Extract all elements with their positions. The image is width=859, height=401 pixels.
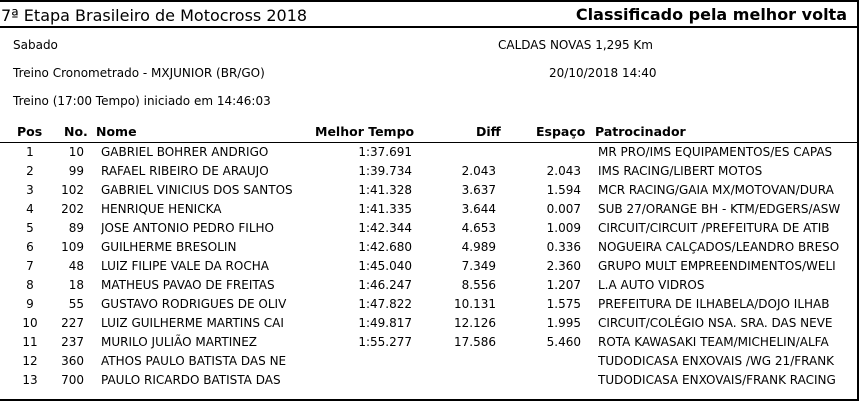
cell-name: LUIZ FILIPE VALE DA ROCHA (101, 259, 269, 273)
table-row (0, 201, 857, 220)
cell-gap: 0.007 (546, 202, 581, 216)
title-bar (0, 0, 857, 28)
cell-sponsor: CIRCUIT/COLÉGIO NSA. SRA. DAS NEVE (598, 316, 833, 330)
cell-diff: 3.644 (461, 202, 496, 216)
table-row (0, 144, 857, 163)
cell-sponsor: ROTA KAWASAKI TEAM/MICHELIN/ALFA (598, 335, 829, 349)
cell-best-time: 1:45.040 (358, 259, 412, 273)
cell-pos: 4 (26, 202, 34, 216)
cell-sponsor: GRUPO MULT EMPREENDIMENTOS/WELI (598, 259, 836, 273)
cell-pos: 2 (26, 164, 34, 178)
cell-best-time: 1:41.328 (358, 183, 412, 197)
cell-pos: 8 (26, 278, 34, 292)
cell-name: MURILO JULIÃO MARTINEZ (101, 335, 258, 349)
cell-sponsor: IMS RACING/LIBERT MOTOS (598, 164, 763, 178)
start-label: Treino (17:00 Tempo) iniciado em 14:46:03 (13, 94, 271, 108)
day-label: Sabado (13, 38, 58, 52)
cell-sponsor: PREFEITURA DE ILHABELA/DOJO ILHAB (598, 297, 830, 311)
cell-sponsor: SUB 27/ORANGE BH - KTM/EDGERS/ASW (598, 202, 841, 216)
cell-number: 700 (61, 373, 84, 387)
cell-pos: 13 (22, 373, 38, 387)
cell-sponsor: L.A AUTO VIDROS (598, 278, 705, 292)
cell-pos: 1 (26, 145, 34, 159)
cell-sponsor: MCR RACING/GAIA MX/MOTOVAN/DURA (598, 183, 834, 197)
cell-sponsor: MR PRO/IMS EQUIPAMENTOS/ES CAPAS (598, 145, 833, 159)
cell-name: JOSE ANTONIO PEDRO FILHO (101, 221, 274, 235)
table-row (0, 372, 857, 391)
cell-number: 227 (61, 316, 84, 330)
cell-sponsor: TUDODICASA ENXOVAIS /WG 21/FRANK (598, 354, 835, 368)
header-rule (0, 142, 857, 143)
cell-gap: 1.009 (546, 221, 581, 235)
cell-gap: 1.995 (546, 316, 581, 330)
session-label: Treino Cronometrado - MXJUNIOR (BR/GO) (13, 66, 265, 80)
cell-number: 102 (61, 183, 84, 197)
cell-pos: 6 (26, 240, 34, 254)
cell-diff: 3.637 (461, 183, 496, 197)
table-row (0, 220, 857, 239)
venue-label: CALDAS NOVAS 1,295 Km (498, 38, 653, 52)
cell-best-time: 1:39.734 (358, 164, 412, 178)
table-row (0, 296, 857, 315)
cell-diff: 12.126 (454, 316, 496, 330)
cell-pos: 12 (22, 354, 38, 368)
header-pos: Pos (17, 124, 43, 139)
cell-number: 360 (61, 354, 84, 368)
cell-name: HENRIQUE HENICKA (101, 202, 222, 216)
table-row (0, 334, 857, 353)
cell-diff: 8.556 (461, 278, 496, 292)
table-row (0, 182, 857, 201)
cell-name: LUIZ GUILHERME MARTINS CAI (101, 316, 284, 330)
header-best-time: Melhor Tempo (315, 124, 415, 139)
cell-best-time: 1:37.691 (358, 145, 412, 159)
cell-gap: 1.575 (546, 297, 581, 311)
cell-best-time: 1:42.680 (358, 240, 412, 254)
results-table (0, 144, 857, 391)
cell-name: PAULO RICARDO BATISTA DAS (101, 373, 281, 387)
cell-pos: 7 (26, 259, 34, 273)
table-row (0, 258, 857, 277)
cell-gap: 1.207 (546, 278, 581, 292)
cell-name: MATHEUS PAVAO DE FREITAS (101, 278, 275, 292)
table-row (0, 163, 857, 182)
cell-pos: 9 (26, 297, 34, 311)
table-row (0, 277, 857, 296)
cell-sponsor: CIRCUIT/CIRCUIT /PREFEITURA DE ATIB (598, 221, 830, 235)
cell-name: GABRIEL BOHRER ANDRIGO (101, 145, 269, 159)
header-sponsor: Patrocinador (595, 124, 686, 139)
cell-number: 10 (68, 145, 84, 159)
cell-pos: 5 (26, 221, 34, 235)
event-title: 7ª Etapa Brasileiro de Motocross 2018 (1, 6, 308, 25)
cell-best-time: 1:47.822 (358, 297, 412, 311)
cell-name: GUSTAVO RODRIGUES DE OLIV (101, 297, 287, 311)
cell-name: ATHOS PAULO BATISTA DAS NE (101, 354, 287, 368)
cell-best-time: 1:41.335 (358, 202, 412, 216)
cell-best-time: 1:55.277 (358, 335, 412, 349)
cell-gap: 5.460 (546, 335, 581, 349)
header-gap: Espaço (536, 124, 586, 139)
cell-number: 18 (68, 278, 84, 292)
cell-best-time: 1:49.817 (358, 316, 412, 330)
table-row (0, 239, 857, 258)
cell-gap: 1.594 (546, 183, 581, 197)
cell-gap: 2.043 (546, 164, 581, 178)
cell-best-time: 1:46.247 (358, 278, 412, 292)
cell-diff: 7.349 (461, 259, 496, 273)
cell-number: 99 (68, 164, 84, 178)
cell-best-time: 1:42.344 (358, 221, 412, 235)
cell-diff: 17.586 (454, 335, 496, 349)
cell-pos: 3 (26, 183, 34, 197)
cell-diff: 10.131 (454, 297, 496, 311)
cell-number: 89 (68, 221, 84, 235)
cell-number: 202 (61, 202, 84, 216)
cell-name: GUILHERME BRESOLIN (101, 240, 237, 254)
table-row (0, 315, 857, 334)
cell-diff: 4.653 (461, 221, 496, 235)
cell-name: GABRIEL VINICIUS DOS SANTOS (101, 183, 293, 197)
header-diff: Diff (476, 124, 501, 139)
cell-pos: 10 (22, 316, 38, 330)
report-type: Classificado pela melhor volta (575, 5, 847, 24)
header-name: Nome (96, 124, 137, 139)
cell-number: 109 (61, 240, 84, 254)
cell-sponsor: NOGUEIRA CALÇADOS/LEANDRO BRESO (598, 240, 840, 254)
cell-number: 55 (68, 297, 84, 311)
cell-diff: 4.989 (461, 240, 496, 254)
cell-sponsor: TUDODICASA ENXOVAIS/FRANK RACING (598, 373, 836, 387)
cell-number: 237 (61, 335, 84, 349)
datetime-label: 20/10/2018 14:40 (549, 66, 657, 80)
cell-pos: 11 (22, 335, 38, 349)
cell-diff: 2.043 (461, 164, 496, 178)
cell-gap: 2.360 (546, 259, 581, 273)
header-no: No. (64, 124, 88, 139)
cell-gap: 0.336 (546, 240, 581, 254)
table-row (0, 353, 857, 372)
cell-number: 48 (68, 259, 84, 273)
cell-name: RAFAEL RIBEIRO DE ARAUJO (101, 164, 269, 178)
